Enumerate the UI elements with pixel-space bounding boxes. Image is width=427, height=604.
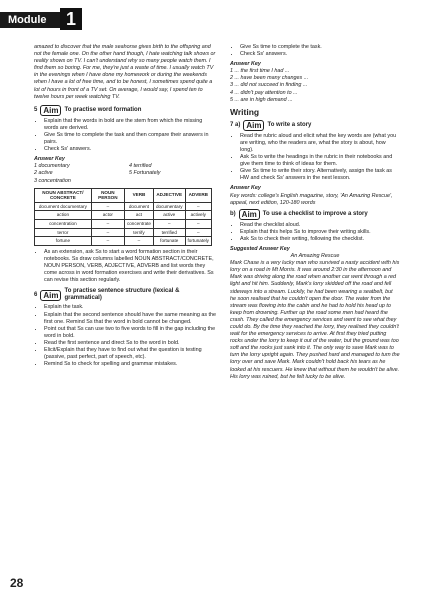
answer: 1 documentary [34, 163, 70, 170]
table-row [35, 237, 212, 246]
table-cell: – [91, 237, 124, 246]
bullet: • Explain that this helps Ss to improve their writing skills. [240, 229, 400, 236]
answer-key-list [230, 68, 400, 103]
section-5-bullets [34, 118, 218, 153]
story-text: Mark Chase is a very lucky man who survived a nasty accident with his lorry on a road in Mt Morris. It was around 2:30 in the afternoon and Mark was driving along the road when another car went through a red light and hit him. Suddenly, Mark's lorry skidded off the road and fell sideways into a stream. Luckily, he had been wearing a seatbelt, but he soon realised that he couldn't open the door. The water from the stream was flowing into the cabin and he had to hold his head up to keep from drowning. Further up the road some men had heard the crash. They called the emergency services and went to see what they could do. By the time they reached the lorry, they realised they couldn't wait for the emergency services to arrive. At first they tried putting rocks under the lorry to keep it out of the water, but the ground was too soft and the rocks just sank into it. The only way to save Mark was to turn the lorry upright again. They pushed hard and managed to turn the lorry over and save Mark. Mark couldn't hold back his tears as he looked at his rescuers. He knew that without them he wouldn't be alive. His lorry was ruined, but he felt lucky to be alive. [230, 260, 400, 380]
table-cell: document [124, 202, 153, 211]
section-7b-heading [230, 209, 400, 220]
answer: 5 Fortunately [129, 170, 161, 177]
table-cell: – [124, 237, 153, 246]
section-7b-bullets [230, 222, 400, 243]
answer: 2 ... have been many changes ... [230, 75, 309, 82]
table-cell: terrify [124, 228, 153, 237]
section-title: To practise sentence structure (lexical & grammatical) [64, 288, 180, 302]
aim-badge: Aim [243, 120, 264, 131]
bullet: • Explain that the words in bold are the stem from which the missing words are derived. [44, 118, 218, 132]
section-number: 7 a) [230, 121, 241, 128]
section-6-heading [34, 288, 218, 302]
extension-bullets [34, 249, 218, 284]
writing-title: Writing [230, 106, 260, 117]
table-cell: documentary [153, 202, 185, 211]
section-number: b) [230, 210, 236, 217]
bullet: • Explain the task. [44, 304, 218, 311]
suggested-answer-key-label: Suggested Answer Key [230, 245, 290, 252]
answer-key-label: Answer Key [230, 185, 261, 192]
section-5-heading [34, 105, 218, 116]
aim-badge: Aim [40, 290, 61, 301]
table-header: ADVERB [185, 188, 211, 202]
section-6-bullets [34, 304, 218, 368]
bullet: • Remind Ss to check for spelling and grammar mistakes. [44, 361, 218, 368]
table-cell: actively [185, 211, 211, 220]
aim-badge: Aim [40, 105, 61, 116]
table-row [35, 211, 212, 220]
bullet: • Explain that the second sentence should have the same meaning as the first one. Remind Ss that the word in bold cannot be changed. [44, 312, 218, 326]
table-cell: act [124, 211, 153, 220]
bullet: • Point out that Ss can use two to five words to fill in the gap including the word in bold. [44, 326, 218, 340]
table-cell: document documentary [35, 202, 92, 211]
table-cell: – [91, 219, 124, 228]
answer-key-label: Answer Key [34, 156, 65, 163]
table-cell: concentrate [124, 219, 153, 228]
table-cell: – [185, 219, 211, 228]
table-cell: concentration [35, 219, 92, 228]
table-cell: – [153, 219, 185, 228]
bullet: • Give Ss time to complete the task and then compare their answers in pairs. [44, 132, 218, 146]
word-formation-table [34, 188, 212, 246]
table-header: VERB [124, 188, 153, 202]
table-header: ADJECTIVE [153, 188, 185, 202]
module-label: Module [0, 12, 60, 28]
section-number: 6 [34, 291, 38, 298]
section-title: To practise word formation [64, 106, 142, 113]
aim-badge: Aim [239, 209, 260, 220]
table-cell: fortunate [153, 237, 185, 246]
bullet: • Read the rubric aloud and elicit what the key words are (what you are writing, who the readers are, what the story is about, how long). [240, 133, 400, 154]
answer: 3 concentration [34, 177, 71, 184]
bullet: • As an extension, ask Ss to start a word formation section in their notebooks. Ss draw columns labelled NOUN ABSTRACT/CONCRETE, NOUN PERSON, VERB, ADJECTIVE, ADVERB and list words they come across in word formation exercises and write their derivatives. Ss can revise this section regularly. [44, 249, 218, 284]
top-bullets [230, 44, 400, 58]
section-7a-heading [230, 120, 400, 131]
table-cell: terrified [153, 228, 185, 237]
answer-key-label: Answer Key [230, 61, 261, 68]
table-cell: terror [35, 228, 92, 237]
table-cell: fortune [35, 237, 92, 246]
section-7a-bullets [230, 133, 400, 183]
bullet: • Ask Ss to write the headings in the rubric in their notebooks and give them time to think of ideas for them. [240, 154, 400, 168]
table-header-row [35, 188, 212, 202]
section-number: 5 [34, 106, 38, 113]
answer-key-text: Key words: college's English magazine, story, 'An Amazing Rescue', appeal, next edition, 120-180 words [230, 192, 393, 206]
table-row [35, 228, 212, 237]
module-number: 1 [60, 8, 82, 30]
answer: 1 ... the first time I had ... [230, 68, 290, 75]
answer: 2 active [34, 170, 53, 177]
bullet: • Give Ss time to complete the task. [240, 44, 400, 51]
model-text: amazed to discover that the male seahorse gives birth to the offspring and not the female one. On the other hand though, I hate watching talk shows or reality shows on TV. I can't understand why so many people watch them. I find them so boring. For me, they're just a waste of time. I usually watch TV in the evenings when I have done my homework or during the weekends when I have a lot of free time, and to be honest, I sometimes spend quite a lot of hours in front of a TV set. On average, I would say, I spend ten to twelve hours per week watching TV. [34, 44, 216, 100]
table-cell: – [185, 202, 211, 211]
answer: 5 ... are in high demand ... [230, 96, 293, 103]
table-row [35, 202, 212, 211]
bullet: • Elicit/Explain that they have to find out what the question is testing (passive, past perfect, part of speech, etc). [44, 347, 218, 361]
table-cell: – [91, 228, 124, 237]
table-header: NOUN ABSTRACT/ CONCRETE [35, 188, 92, 202]
answer-key-list [34, 163, 218, 184]
page-number: 28 [10, 576, 24, 590]
table-cell: fortunately [185, 237, 211, 246]
table-cell: – [91, 202, 124, 211]
section-title: To use a checklist to improve a story [262, 210, 368, 217]
section-title: To write a story [267, 121, 312, 128]
bullet: • Read the first sentence and direct Ss to the word in bold. [44, 340, 218, 347]
bullet: • Ask Ss to check their writing, following the checklist. [240, 236, 400, 243]
table-cell: active [153, 211, 185, 220]
bullet: • Check Ss' answers. [44, 146, 218, 153]
story-title: An Amazing Rescue [290, 253, 340, 260]
table-cell: actor [91, 211, 124, 220]
table-header: NOUN PERSON [91, 188, 124, 202]
table-cell: – [185, 228, 211, 237]
answer: 4 terrified [129, 163, 152, 170]
bullet: • Check Ss' answers. [240, 51, 400, 58]
answer: 4 ... didn't pay attention to ... [230, 89, 298, 96]
table-row [35, 219, 212, 228]
bullet: • Read the checklist aloud. [240, 222, 400, 229]
right-column [230, 44, 400, 381]
left-column [34, 44, 218, 368]
table-cell: action [35, 211, 92, 220]
bullet: • Give Ss time to write their story. Alternatively, assign the task as HW and check Ss' answers in the next lesson. [240, 168, 400, 182]
answer: 3 ... did not succeed in finding ... [230, 82, 308, 89]
